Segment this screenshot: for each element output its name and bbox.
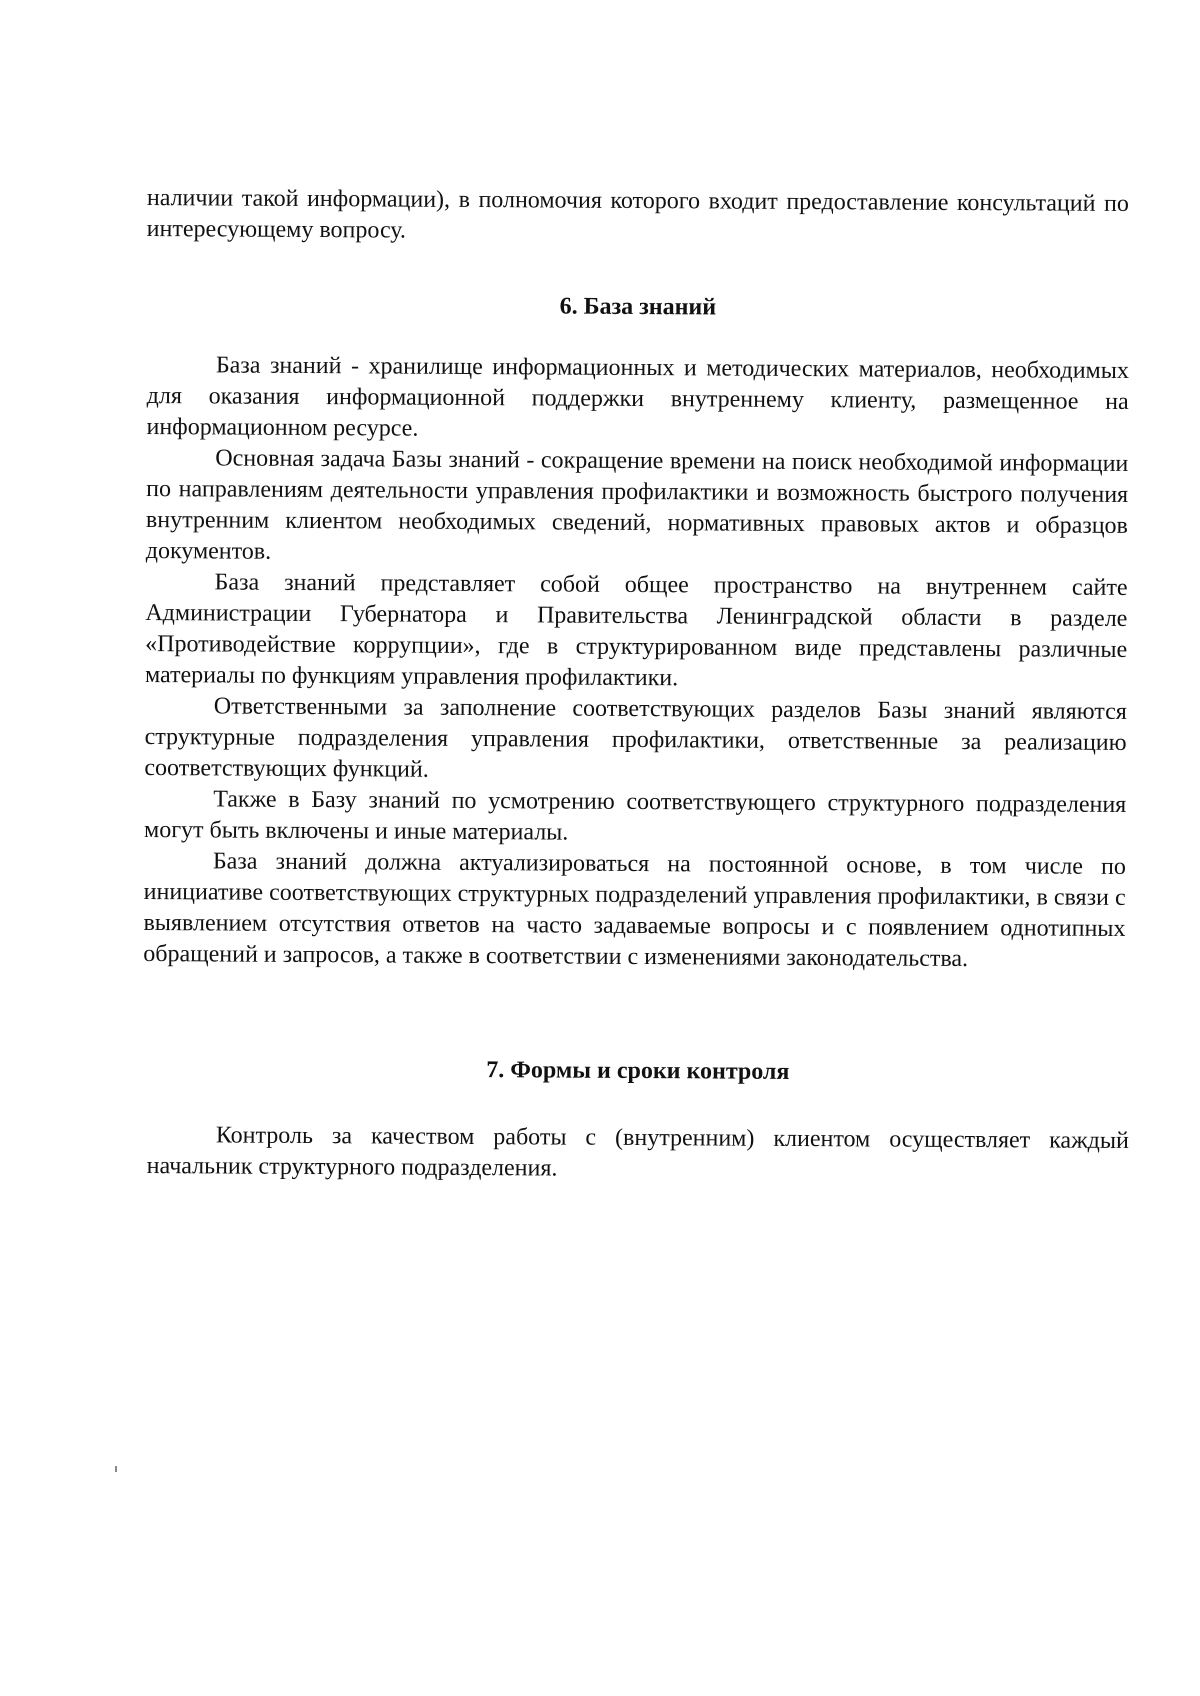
section-6-paragraph-4: Ответственными за заполнение соответствующих разделов Базы знаний являются структурные подразделения управления профилактики, ответственные за реализацию соответствующих функций. [144, 693, 1127, 783]
intro-continuation-paragraph: наличии такой информации), в полномочия которого входит предоставление консультаций по интересующему вопросу. [146, 184, 1129, 244]
section-6-paragraph-3: База знаний представляет собой общее пространство на внутреннем сайте Администрации Губернатора и Правительства Ленинградской области в разделе «Противодействие коррупции», где в структурированном виде представлены различные материалы по функциям управления профилактики. [144, 569, 1128, 692]
section-7-body [147, 1120, 1129, 1188]
section-6-paragraph-1: База знаний - хранилище информационных и методических материалов, необходимых для оказания информационной поддержки внутреннему клиенту, размещенное на информационном ресурсе. [146, 352, 1129, 442]
section-6-paragraph-5: Также в Базу знаний по усмотрению соответствующего структурного подразделения могут быть включены и иные материалы. [143, 786, 1127, 846]
section-7-paragraph-1: Контроль за качеством работы с (внутренним) клиентом осуществляет каждый начальник структурного подразделения. [146, 1122, 1129, 1182]
scan-speck [115, 1466, 117, 1472]
section-6-paragraph-6: База знаний должна актуализироваться на постоянной основе, в том числе по инициативе соответствующих структурных подразделений управления профилактики, в связи с выявлением отсутствия ответов на часто задаваемые вопросы и с появлением однотипных обращений и запросов, а также в соответствии с изменениями законодательства. [143, 848, 1126, 973]
section-6-body [143, 350, 1129, 976]
intro-block [147, 183, 1129, 251]
section-7-heading: 7. Формы и сроки контроля [486, 1057, 790, 1085]
section-6-paragraph-2: Основная задача Базы знаний - сокращение времени на поиск необходимой информации по направлениям деятельности управления профилактики и возможность быстрого получения внутренним клиентом необходимых сведений, нормативных правовых актов и образцов документов. [145, 445, 1129, 565]
section-6-heading: 6. База знаний [559, 293, 717, 321]
